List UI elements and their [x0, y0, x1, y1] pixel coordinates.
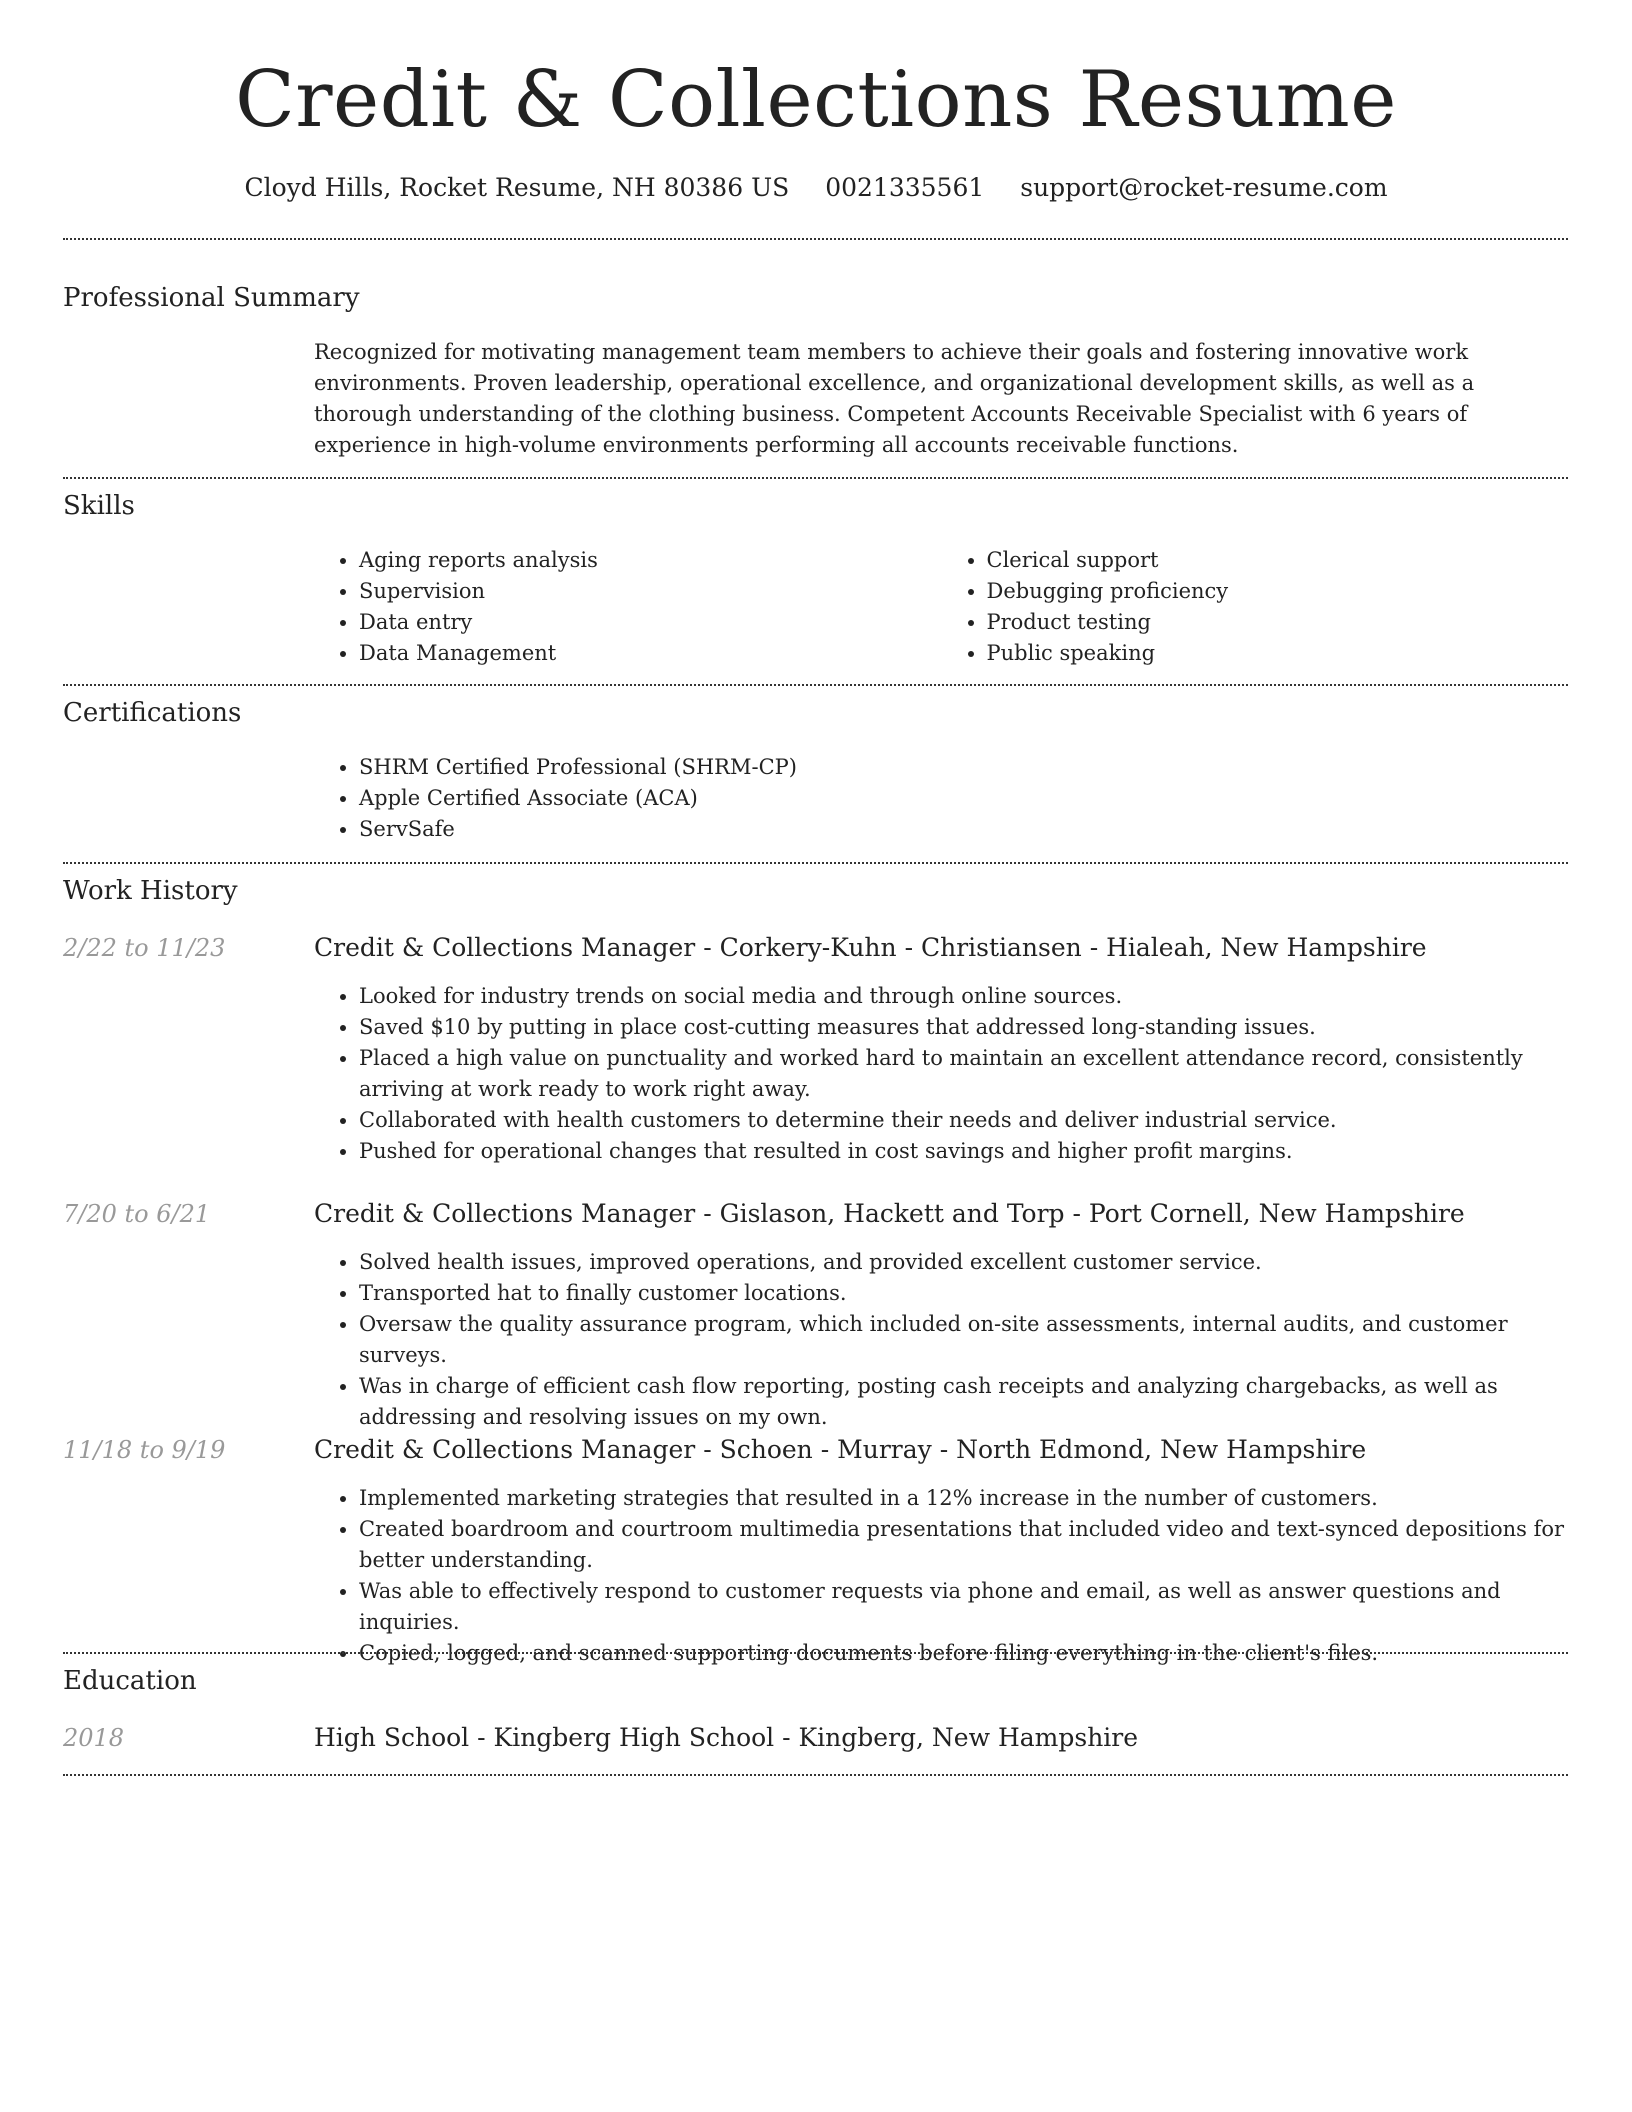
job-bullet: • Transported hat to finally customer locations. — [359, 1278, 1569, 1309]
resume-title: Credit & Collections Resume — [235, 55, 1397, 145]
skills-section — [314, 545, 1569, 669]
job-details — [314, 1247, 1569, 1433]
education-heading: Education — [63, 1666, 197, 1696]
divider — [63, 1652, 1568, 1654]
job-details — [314, 981, 1569, 1167]
certifications-heading: Certifications — [63, 698, 242, 728]
skills-list-right — [942, 545, 1570, 669]
education-title: High School - Kingberg High School - Kingberg, New Hampshire — [314, 1723, 1139, 1752]
skill-item: • Debugging proficiency — [987, 576, 1570, 607]
divider — [63, 684, 1568, 686]
job-bullet: • Saved $10 by putting in place cost-cutting measures that addressed long-standing issues. — [359, 1012, 1569, 1043]
job-bullet: • Pushed for operational changes that resulted in cost savings and higher profit margins. — [359, 1136, 1569, 1167]
job-bullets — [314, 981, 1569, 1167]
skill-item: • Supervision — [359, 576, 942, 607]
skill-item: • Product testing — [987, 607, 1570, 638]
skill-item: • Public speaking — [987, 638, 1570, 669]
contact-line — [0, 170, 1632, 206]
job-bullet: • Created boardroom and courtroom multimedia presentations that included video and text-synced depositions for better understanding. — [359, 1514, 1569, 1576]
summary-text: Recognized for motivating management team members to achieve their goals and fostering innovative work environments. Proven leadership, operational excellence, and organizational development skills, as well as a thorough understanding of the clothing business. Competent Accounts Receivable Specialist with 6 years of experience in high-volume environments performing all accounts receivable functions. — [314, 340, 1475, 457]
job-date: 2/22 to 11/23 — [63, 934, 226, 962]
skill-item: • Data Management — [359, 638, 942, 669]
divider — [63, 862, 1568, 864]
work-history-heading: Work History — [63, 876, 238, 906]
job-date: 7/20 to 6/21 — [63, 1200, 211, 1228]
certification-item: • Apple Certified Associate (ACA) — [359, 783, 1569, 814]
contact-phone: 0021335561 — [825, 173, 985, 202]
certifications-list — [314, 752, 1569, 845]
skills-heading: Skills — [63, 491, 135, 521]
job-bullet: • Copied, logged, and scanned supporting documents before filing everything in the client's files. — [359, 1638, 1569, 1669]
divider — [63, 477, 1568, 479]
skill-item: • Aging reports analysis — [359, 545, 942, 576]
job-bullet: • Was able to effectively respond to customer requests via phone and email, as well as answer questions and inquiries. — [359, 1576, 1569, 1638]
job-bullet: • Was in charge of efficient cash flow reporting, posting cash receipts and analyzing chargebacks, as well as addressing and resolving issues on my own. — [359, 1371, 1569, 1433]
education-date: 2018 — [63, 1724, 125, 1752]
contact-address: Cloyd Hills, Rocket Resume, NH 80386 US — [244, 173, 790, 202]
divider — [63, 1774, 1568, 1776]
job-bullet: • Implemented marketing strategies that resulted in a 12% increase in the number of customers. — [359, 1483, 1569, 1514]
summary-section — [314, 337, 1569, 461]
skills-list-left — [314, 545, 942, 669]
skill-item: • Data entry — [359, 607, 942, 638]
job-bullet: • Oversaw the quality assurance program, which included on-site assessments, internal audits, and customer surveys. — [359, 1309, 1569, 1371]
certification-item: • SHRM Certified Professional (SHRM-CP) — [359, 752, 1569, 783]
contact-email: support@rocket-resume.com — [1020, 173, 1388, 202]
job-bullet: • Solved health issues, improved operations, and provided excellent customer service. — [359, 1247, 1569, 1278]
job-details — [314, 1483, 1569, 1669]
certification-item: • ServSafe — [359, 814, 1569, 845]
job-bullets — [314, 1483, 1569, 1669]
skill-item: • Clerical support — [987, 545, 1570, 576]
summary-heading: Professional Summary — [63, 283, 360, 313]
job-bullet: • Looked for industry trends on social media and through online sources. — [359, 981, 1569, 1012]
certifications-section — [314, 752, 1569, 845]
divider — [63, 238, 1568, 240]
job-title: Credit & Collections Manager - Schoen - Murray - North Edmond, New Hampshire — [314, 1435, 1367, 1464]
job-bullet: • Collaborated with health customers to determine their needs and deliver industrial service. — [359, 1105, 1569, 1136]
job-title: Credit & Collections Manager - Corkery-Kuhn - Christiansen - Hialeah, New Hampshire — [314, 933, 1427, 962]
job-bullet: • Placed a high value on punctuality and worked hard to maintain an excellent attendance record, consistently arriving at work ready to work right away. — [359, 1043, 1569, 1105]
job-bullets — [314, 1247, 1569, 1433]
job-date: 11/18 to 9/19 — [63, 1436, 226, 1464]
job-title: Credit & Collections Manager - Gislason, Hackett and Torp - Port Cornell, New Hampshire — [314, 1199, 1465, 1228]
